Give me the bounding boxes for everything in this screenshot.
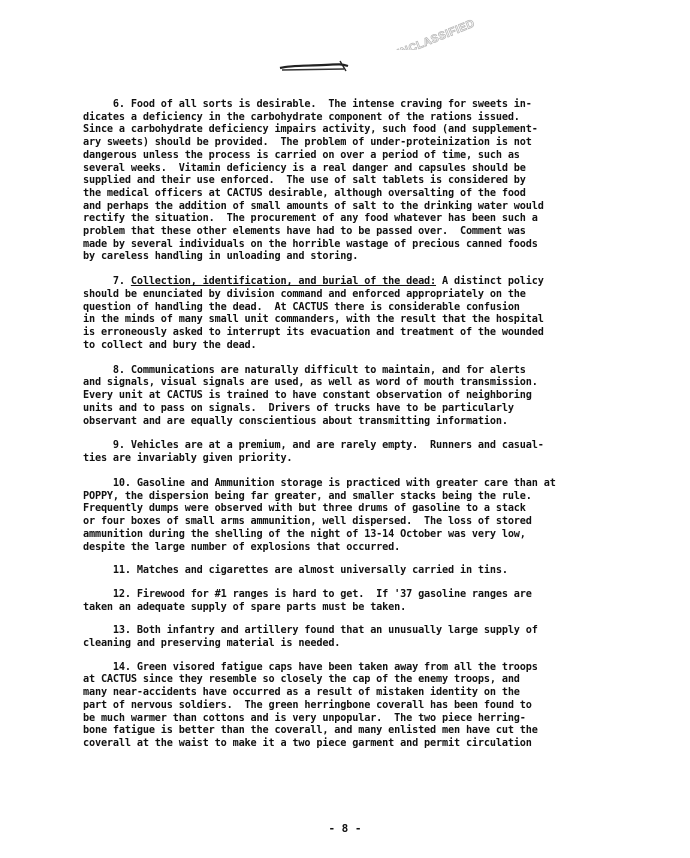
paragraph-line: 10. Gasoline and Ammunition storage is practiced with greater care than at [83,478,556,490]
paragraph-line: is erroneously asked to interrupt its evacuation and treatment of the wounded [83,327,544,339]
paragraph-line: coverall at the waist to make it a two piece garment and permit circulation [83,737,532,749]
paragraph-line: many near-accidents have occurred as a result of mistaken identity on the [83,687,520,699]
paragraph-line: dangerous unless the process is carried on over a period of time, such as [83,149,520,161]
paragraph-line: be much warmer than cottons and is very unpopular. The two piece herring- [83,712,526,724]
paragraph-line: question of handling the dead. At CACTUS there is considerable confusion [83,301,520,313]
paragraph-line: dicates a deficiency in the carbohydrate component of the rations issued. [83,111,520,123]
paragraph-12 [83,589,598,614]
paragraph-line: bone fatigue is better than the coverall, and many enlisted men have cut the [83,725,538,737]
paragraph-line: by careless handling in unloading and storing. [83,251,359,263]
paragraph-line: 8. Communications are naturally difficult to maintain, and for alerts [83,364,526,376]
page-number: - 8 - [328,822,362,835]
paragraph-line: taken an adequate supply of spare parts must be taken. [83,601,407,613]
paragraph-line: ary sweets) should be provided. The problem of under-proteinization is not [83,137,532,149]
paragraph-line: or four boxes of small arms ammunition, well dispersed. The loss of stored [83,516,532,528]
paragraph-line: part of nervous soldiers. The green herringbone coverall has been found to [83,699,532,711]
paragraph-line: in the minds of many small unit commanders, with the result that the hospital [83,314,544,326]
paragraph-line: problem that these other elements have had to be passed over. Comment was [83,226,526,238]
stamp-graphic [378,6,488,50]
paragraph-7-title: Collection, identification, and burial of the dead: [130,276,437,288]
paragraph-line: several weeks. Vitamin deficiency is a real danger and capsules should be [83,162,526,174]
paragraph-line: 9. Vehicles are at a premium, and are rarely empty. Runners and casual- [83,440,544,452]
paragraph-13 [83,625,598,650]
paragraph-line: made by several individuals on the horrible wastage of precious canned foods [83,238,538,250]
paragraph-line: POPPY, the dispersion being far greater, and smaller stacks being the rule. [83,490,532,502]
paragraph-line: ammunition during the shelling of the night of 13-14 October was very low, [83,528,526,540]
paragraph-11 [83,565,598,578]
paragraph-line: ties are invariably given priority. [83,453,293,465]
redacted-classification-mark [278,58,350,72]
paragraph-line: Since a carbohydrate deficiency impairs activity, such food (and supplement- [83,124,538,136]
paragraph-line: 14. Green visored fatigue caps have been taken away from all the troops [83,661,538,673]
paragraph-line: the medical officers at CACTUS desirable, although oversalting of the food [83,187,526,199]
svg-text:UNCLASSIFIED: UNCLASSIFIED [391,17,477,50]
paragraph-6 [83,99,598,264]
paragraph-7: 7. Collection, identification, and burial of the dead: A distinct policy should be enunciated by division command and enforced appropriately on the question of handling the dead. At CACTUS there is considerable confusion in the minds of many small unit commanders, with the result that the hospital is erroneously asked to interrupt its evacuation and treatment of the wounded to collect and bury the dead. [83,276,598,352]
paragraph-line: 12. Firewood for #1 ranges is hard to get. If '37 gasoline ranges are [83,588,532,600]
paragraph-14 [83,662,598,751]
paragraph-line: 13. Both infantry and artillery found that an unusually large supply of [83,625,538,637]
paragraph-line: 6. Food of all sorts is desirable. The intense craving for sweets in- [83,99,532,110]
paragraph-10 [83,478,598,554]
paragraph-line: Every unit at CACTUS is trained to have constant observation of neighboring [83,390,532,402]
paragraph-line: and perhaps the addition of small amounts of salt to the drinking water would [83,200,544,212]
paragraph-line: at CACTUS since they resemble so closely the cap of the enemy troops, and [83,674,520,686]
paragraph-line: units and to pass on signals. Drivers of trucks have to be particularly [83,402,514,414]
paragraph-line: and signals, visual signals are used, as well as word of mouth transmission. [83,377,538,389]
declassified-stamp [378,6,488,50]
document-body [83,99,598,751]
paragraph-line: despite the large number of explosions that occurred. [83,541,401,553]
paragraph-line: supplied and their use enforced. The use of salt tablets is considered by [83,175,526,187]
paragraph-line: rectify the situation. The procurement of any food whatever has been such a [83,213,538,225]
paragraph-9 [83,440,598,465]
paragraph-line: Frequently dumps were observed with but three drums of gasoline to a stack [83,503,526,515]
paragraph-line: observant and are equally conscientious about transmitting information. [83,415,508,427]
paragraph-line: 11. Matches and cigarettes are almost universally carried in tins. [83,565,508,577]
paragraph-line: should be enunciated by division command and enforced appropriately on the [83,289,526,301]
paragraph-8 [83,365,598,429]
paragraph-line: to collect and bury the dead. [83,339,257,351]
paragraph-line: cleaning and preserving material is needed. [83,638,341,650]
